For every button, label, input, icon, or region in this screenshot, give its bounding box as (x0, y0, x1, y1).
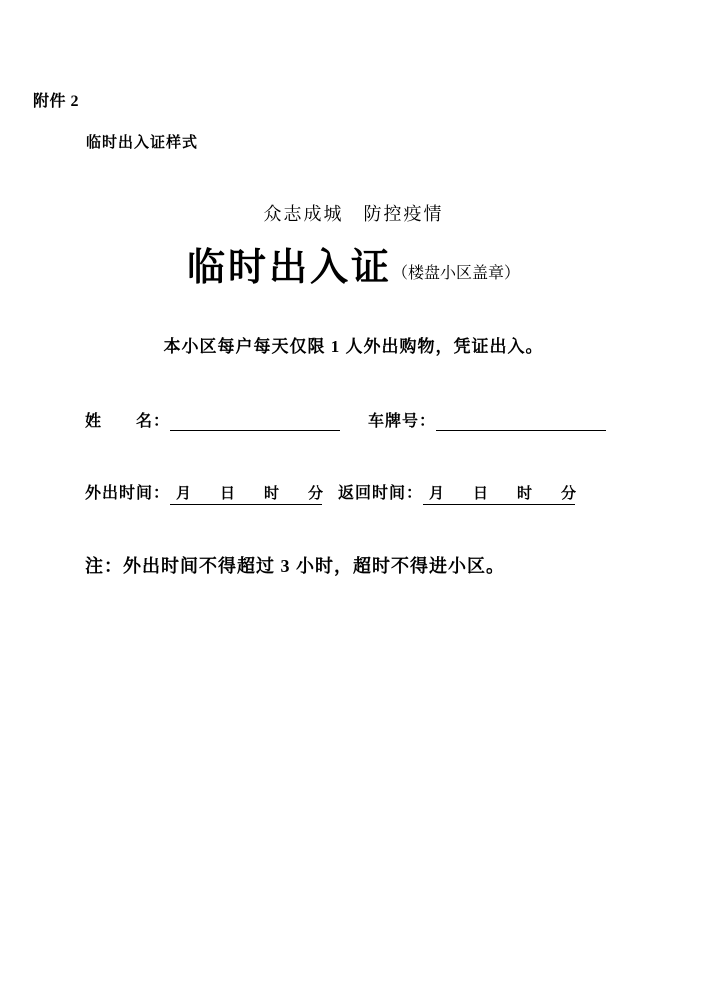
time-field-row (85, 480, 655, 505)
stamp-note: （楼盘小区盖章） (392, 265, 521, 282)
return-time-label: 返回时间： (338, 485, 424, 502)
plate-label: 车牌号： (368, 413, 437, 430)
name-input[interactable] (170, 413, 340, 431)
certificate-notice: 本小区每户每天仅限 1 人外出购物，凭证出入。 (163, 337, 544, 356)
name-plate-field-row (85, 408, 655, 431)
return-time-input[interactable]: 月 日 时 分 (423, 482, 575, 505)
certificate-slogan: 众志成城 防控疫情 (263, 204, 444, 224)
depart-time-label: 外出时间： (85, 485, 171, 502)
certificate-remark: 注：外出时间不得超过 3 小时，超时不得进小区。 (85, 556, 505, 576)
plate-input[interactable] (436, 413, 606, 431)
sample-caption: 临时出入证样式 (86, 135, 199, 151)
depart-time-input[interactable]: 月 日 时 分 (170, 482, 322, 505)
attachment-label: 附件 2 (33, 93, 80, 110)
certificate-title-row (0, 236, 707, 291)
name-label: 姓 名： (85, 413, 171, 430)
certificate-title: 临时出入证 (186, 247, 392, 289)
